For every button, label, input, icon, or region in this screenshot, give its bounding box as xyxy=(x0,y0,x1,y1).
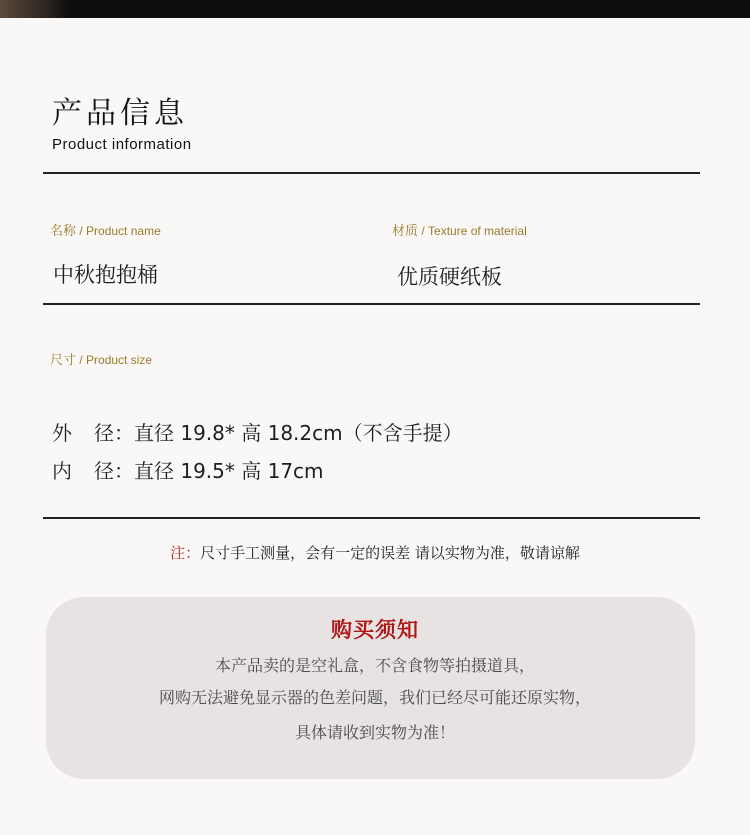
product-name-value: 中秋抱抱桶 xyxy=(53,263,158,287)
divider-bottom xyxy=(43,517,700,519)
notice-line-3: 具体请收到实物为准！ xyxy=(294,723,455,742)
material-label xyxy=(392,223,527,240)
notice-line-1: 本产品卖的是空礼盒，不含食物等拍摄道具， xyxy=(214,656,535,675)
divider-middle xyxy=(43,303,700,305)
product-size-label-sep: / xyxy=(76,353,87,367)
product-size-label xyxy=(50,352,152,369)
product-size-label-en: Product size xyxy=(86,353,153,367)
note-text: 尺寸手工测量，会有一定的误差 请以实物为准，敬请谅解 xyxy=(200,544,580,562)
outer-diameter-key-1: 外 xyxy=(52,421,72,445)
inner-diameter-line xyxy=(52,457,324,485)
product-name-label-sep: / xyxy=(76,224,87,238)
measurement-note xyxy=(0,542,750,564)
inner-diameter-value: 直径 19.5* 高 17cm xyxy=(134,459,324,483)
material-label-zh: 材质 xyxy=(392,224,419,239)
product-size-label-zh: 尺寸 xyxy=(50,353,77,368)
product-name-label-en: Product name xyxy=(86,224,161,238)
inner-diameter-key-1: 内 xyxy=(52,459,72,483)
product-name-label-zh: 名称 xyxy=(50,224,77,239)
material-value: 优质硬纸板 xyxy=(397,265,502,289)
top-photo-accent xyxy=(0,0,70,18)
notice-line-2: 网购无法避免显示器的色差问题，我们已经尽可能还原实物， xyxy=(158,688,591,707)
outer-diameter-value: 直径 19.8* 高 18.2cm（不含手提） xyxy=(134,421,463,445)
material-label-sep: / xyxy=(418,224,429,238)
top-photo-strip xyxy=(0,0,750,18)
material-label-en: Texture of material xyxy=(428,224,527,238)
divider-top xyxy=(43,172,700,174)
outer-diameter-line xyxy=(52,419,463,447)
purchase-notice-title: 购买须知 xyxy=(331,618,419,642)
section-title-en: Product information xyxy=(52,136,192,153)
section-title-zh: 产品信息 xyxy=(52,96,188,131)
product-name-label xyxy=(50,223,161,240)
inner-diameter-key-2: 径： xyxy=(94,459,134,483)
outer-diameter-key-2: 径： xyxy=(94,421,134,445)
note-prefix: 注： xyxy=(170,544,201,562)
